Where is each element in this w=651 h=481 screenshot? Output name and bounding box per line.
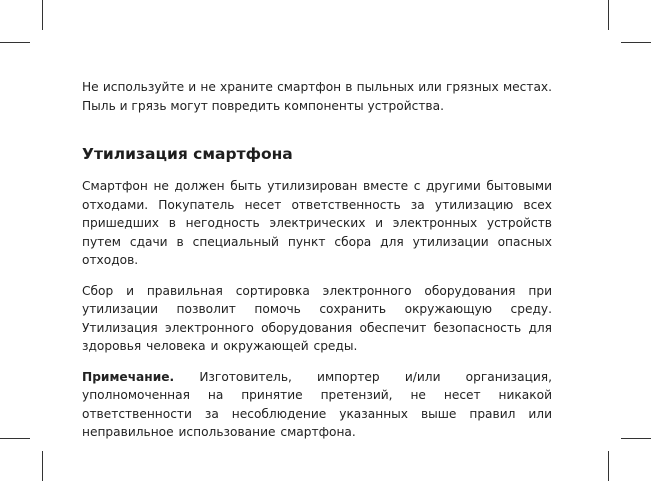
page-content [82,78,552,454]
crop-mark-top-left-vertical [42,0,43,30]
note-label: Примечание. [82,369,175,384]
intro-paragraph: Не используйте и не храните смартфон в пыльных или грязных местах. Пыль и грязь могут повредить компоненты устройства. [82,80,552,113]
crop-mark-bottom-right-horizontal [621,438,651,439]
crop-mark-top-right-horizontal [621,42,651,43]
note-paragraph [82,368,552,442]
note-text: Изготовитель, импортер и/или организация, уполномоченная на принятие претензий, не несет никакой ответственности за несоблюдение указанных выше правил или неправильное использование смартфона. [82,369,552,439]
sorting-paragraph: Сбор и правильная сортировка электронного оборудования при утилизации позволит помочь сохранить окружающую среду. Утилизация электронного оборудования обеспечит безопасность для здоровья человека и окружающей среды. [82,283,552,353]
disposal-paragraph: Смартфон не должен быть утилизирован вместе с другими бытовыми отходами. Покупатель несет ответственность за утилизацию всех пришедших в негодность электрических и электронных устройств путем сдачи в специальный пункт сбора для утилизации опасных отходов. [82,179,552,267]
crop-mark-top-left-horizontal [0,42,30,43]
crop-mark-bottom-left-vertical [42,451,43,481]
section-heading: Утилизация смартфона [82,145,293,163]
crop-mark-bottom-left-horizontal [0,438,30,439]
crop-mark-top-right-vertical [608,0,609,30]
crop-mark-bottom-right-vertical [608,451,609,481]
